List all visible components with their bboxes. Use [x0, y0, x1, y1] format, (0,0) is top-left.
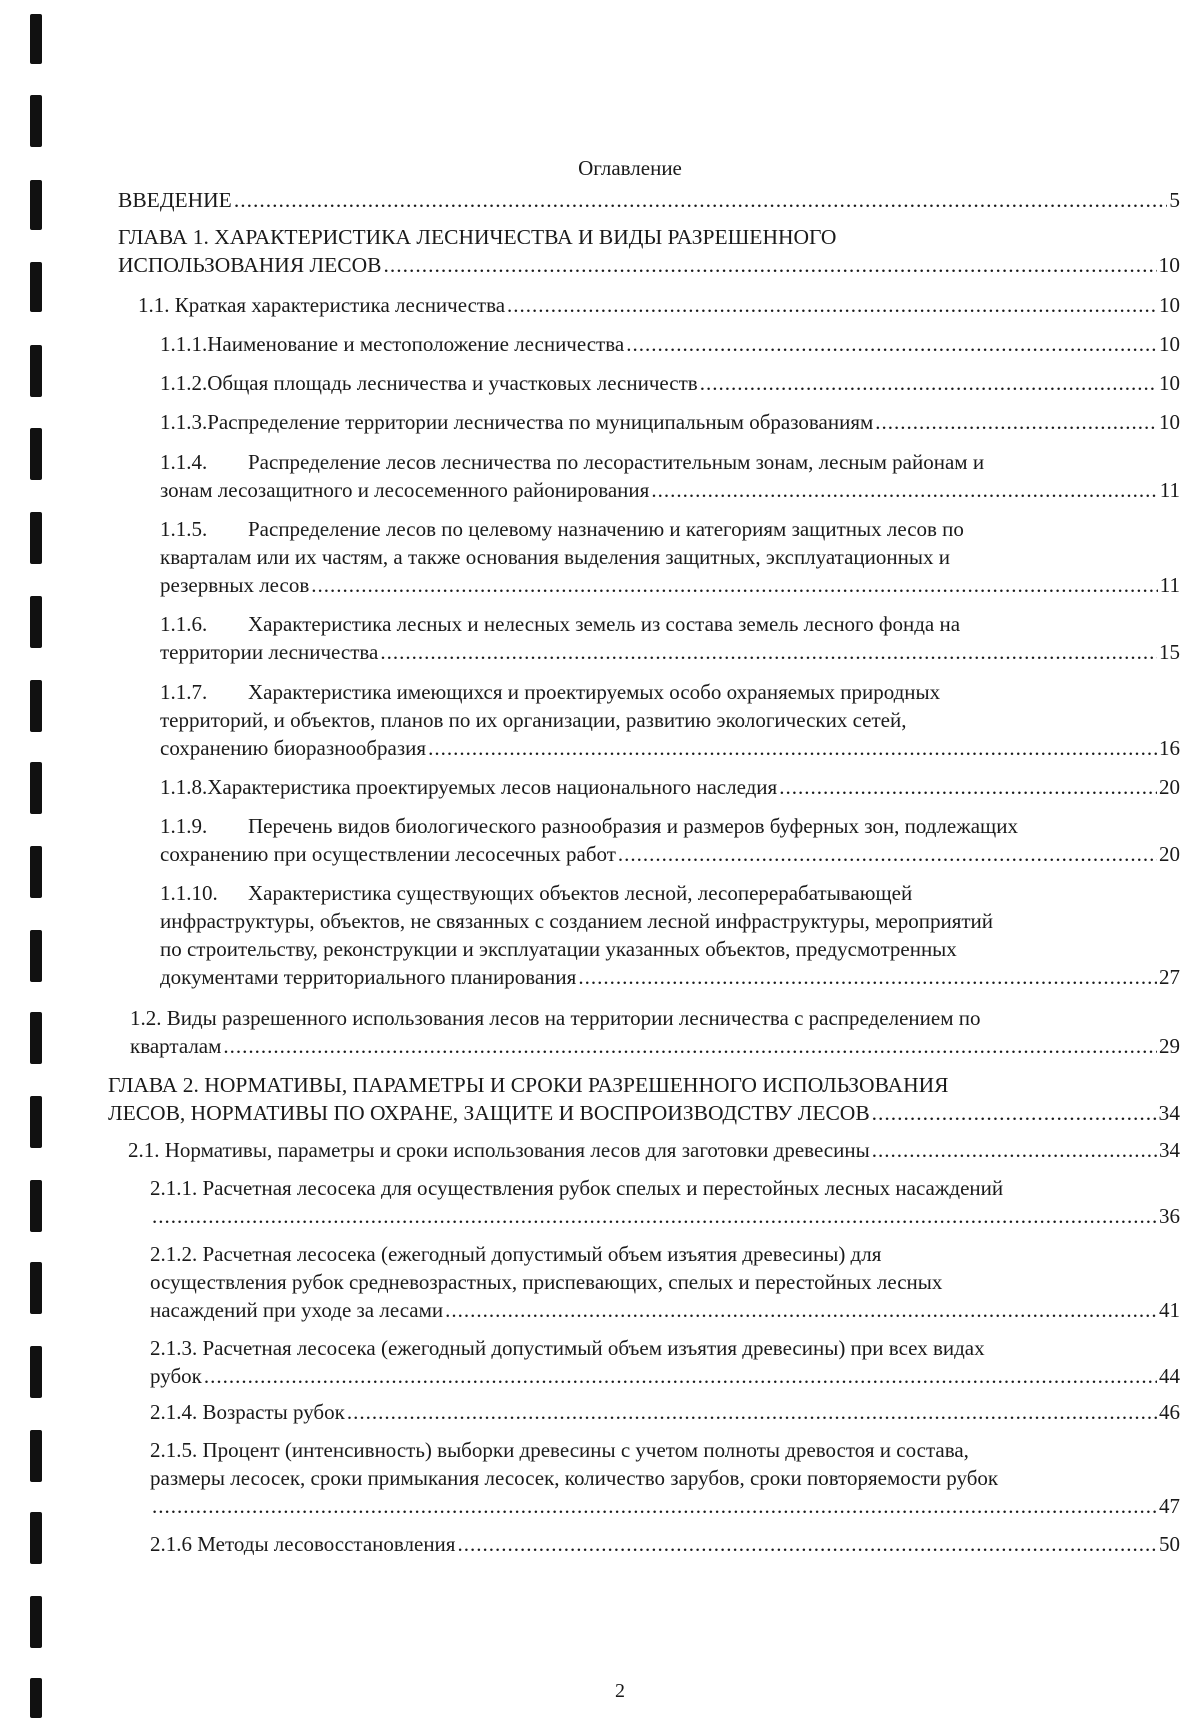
toc-entry-title: ИСПОЛЬЗОВАНИЯ ЛЕСОВ	[118, 253, 382, 277]
toc-entry-number: 1.1.3.	[160, 410, 208, 434]
toc-entry-title: Общая площадь лесничества и участковых лесничеств	[207, 371, 698, 395]
toc-entry-title: по строительству, реконструкции и эксплуатации указанных объектов, предусмотренных	[160, 937, 957, 961]
toc-entry-number: 1.1.10.	[160, 881, 218, 905]
toc-entry-title: Распределение лесов лесничества по лесорастительным зонам, лесным районам и	[248, 450, 985, 474]
page-title: Оглавление	[578, 156, 682, 180]
toc-entry-title: кварталам	[130, 1034, 222, 1058]
toc-entry[interactable]	[160, 773, 1180, 801]
toc-entry-title: 2.1.5. Процент (интенсивность) выборки древесины с учетом полноты древостоя и состава,	[150, 1438, 969, 1462]
toc-entry[interactable]	[160, 515, 1180, 599]
toc-entry-page: 29	[1159, 1034, 1180, 1058]
toc-entry-title: Распределение территории лесничества по муниципальным образованиям	[207, 410, 874, 434]
toc-entry-title: зонам лесозащитного и лесосеменного районирования	[160, 478, 650, 502]
toc-entry-page: 5	[1169, 188, 1180, 212]
toc-entry-title: 1.2. Виды разрешенного использования лесов на территории лесничества с распределением по	[130, 1006, 981, 1030]
toc-entry[interactable]	[150, 1530, 1180, 1558]
toc-entry-page: 44	[1159, 1364, 1180, 1388]
toc-entry-page: 11	[1159, 478, 1180, 502]
toc-entry[interactable]	[160, 879, 1180, 991]
toc-entry-title: 2.1.2. Расчетная лесосека (ежегодный допустимый объем изъятия древесины) для	[150, 1242, 882, 1266]
toc-entry[interactable]	[138, 291, 1180, 319]
toc-entry-page: 47	[1159, 1494, 1180, 1518]
toc-entry[interactable]	[150, 1240, 1180, 1324]
toc-entry-title: 1.1. Краткая характеристика лесничества	[138, 293, 506, 317]
toc-entry-page: 15	[1159, 640, 1180, 664]
toc-entry-page: 10	[1159, 332, 1180, 356]
toc-entry-page: 27	[1159, 965, 1180, 989]
toc-entry[interactable]	[160, 369, 1180, 397]
toc-entry[interactable]	[128, 1136, 1180, 1164]
toc-entry[interactable]	[160, 448, 1180, 504]
toc-entry[interactable]	[150, 1398, 1180, 1426]
toc-entry[interactable]	[150, 1334, 1180, 1390]
toc-entry-number: 1.1.2.	[160, 371, 208, 395]
toc-entry-title: ГЛАВА 2. НОРМАТИВЫ, ПАРАМЕТРЫ И СРОКИ РАЗРЕШЕННОГО ИСПОЛЬЗОВАНИЯ	[108, 1073, 949, 1097]
toc-entry[interactable]	[108, 1071, 1180, 1127]
toc-entry-title: ЛЕСОВ, НОРМАТИВЫ ПО ОХРАНЕ, ЗАЩИТЕ И ВОСПРОИЗВОДСТВУ ЛЕСОВ	[108, 1101, 870, 1125]
toc-entry-title: Распределение лесов по целевому назначению и категориям защитных лесов по	[248, 517, 964, 541]
binding-holes	[30, 0, 44, 1727]
toc-entry-title: осуществления рубок средневозрастных, приспевающих, спелых и перестойных лесных	[150, 1270, 943, 1294]
toc-entry-page: 41	[1159, 1298, 1180, 1322]
toc-entry-page: 50	[1159, 1532, 1180, 1556]
toc-entry-title: насаждений при уходе за лесами	[150, 1298, 444, 1322]
toc-entry-number: 1.1.7.	[160, 680, 208, 704]
toc-entry-page: 10	[1159, 410, 1180, 434]
toc-entry[interactable]	[118, 223, 1180, 279]
toc-entry[interactable]	[160, 678, 1180, 762]
toc-entry[interactable]	[150, 1436, 1180, 1520]
toc-entry-number: 1.1.1.	[160, 332, 208, 356]
toc-entry-page: 10	[1158, 253, 1180, 277]
toc-entry-title: территории лесничества	[160, 640, 379, 664]
toc-entry-page: 34	[1158, 1101, 1180, 1125]
toc-entry-number: 1.1.9.	[160, 814, 208, 838]
toc-entry-title: территорий, и объектов, планов по их организации, развитию экологических сетей,	[160, 708, 907, 732]
toc-entry-title: 2.1.4. Возрасты рубок	[150, 1400, 345, 1424]
toc-entry-page: 46	[1159, 1400, 1180, 1424]
toc-entry-number: 1.1.4.	[160, 450, 208, 474]
toc-entry-title: 2.1.3. Расчетная лесосека (ежегодный допустимый объем изъятия древесины) при всех видах	[150, 1336, 985, 1360]
toc-entry-page: 11	[1159, 573, 1180, 597]
toc-entry[interactable]	[160, 330, 1180, 358]
toc-entry[interactable]	[130, 1004, 1180, 1060]
toc-entry-title: кварталам или их частям, а также основания выделения защитных, эксплуатационных и	[160, 545, 950, 569]
toc-entry-title: документами территориального планирования	[160, 965, 577, 989]
toc-entry-page: 10	[1159, 293, 1180, 317]
toc-entry-title: Характеристика имеющихся и проектируемых особо охраняемых природных	[248, 680, 941, 704]
toc-entry-number: 1.1.8.	[160, 775, 208, 799]
toc-entry-page: 10	[1159, 371, 1180, 395]
toc-entry-page: 16	[1159, 736, 1180, 760]
toc-entry-number: 1.1.6.	[160, 612, 208, 636]
toc-entry-title: рубок	[150, 1364, 202, 1388]
toc-entry-title: Характеристика лесных и нелесных земель из состава земель лесного фонда на	[248, 612, 961, 636]
toc-entry-title: сохранению биоразнообразия	[160, 736, 427, 760]
toc-entry[interactable]	[118, 186, 1180, 214]
toc-entry-title: резервных лесов	[160, 573, 310, 597]
toc-entry[interactable]	[160, 610, 1180, 666]
toc-entry-title: Перечень видов биологического разнообразия и размеров буферных зон, подлежащих	[248, 814, 1018, 838]
toc-entry-title: размеры лесосек, сроки примыкания лесосек, количество зарубов, сроки повторяемости рубок	[150, 1466, 999, 1490]
toc-entry-page: 36	[1159, 1204, 1180, 1228]
toc-entry[interactable]	[150, 1174, 1180, 1230]
toc-entry-number: 1.1.5.	[160, 517, 208, 541]
toc-entry-title: ГЛАВА 1. ХАРАКТЕРИСТИКА ЛЕСНИЧЕСТВА И ВИДЫ РАЗРЕШЕННОГО	[118, 225, 837, 249]
toc-entry-title: 2.1.1. Расчетная лесосека для осуществления рубок спелых и перестойных лесных насаждений	[150, 1176, 1004, 1200]
toc-entry-title: 2.1. Нормативы, параметры и сроки использования лесов для заготовки древесины	[128, 1138, 870, 1162]
toc-entry-page: 20	[1159, 842, 1180, 866]
toc-entry-title: Характеристика существующих объектов лесной, лесоперерабатывающей	[248, 881, 913, 905]
toc-entry[interactable]	[160, 408, 1180, 436]
toc-entry-page: 20	[1159, 775, 1180, 799]
toc-entry-title: Наименование и местоположение лесничества	[207, 332, 625, 356]
page-number: 2	[615, 1680, 625, 1702]
toc-entry[interactable]	[160, 812, 1180, 868]
toc-entry-title: сохранению при осуществлении лесосечных работ	[160, 842, 616, 866]
toc-entry-title: Характеристика проектируемых лесов национального наследия	[207, 775, 778, 799]
toc-entry-title: инфраструктуры, объектов, не связанных с созданием лесной инфраструктуры, мероприятий	[160, 909, 994, 933]
toc-entry-page: 34	[1159, 1138, 1180, 1162]
toc-entry-title: ВВЕДЕНИЕ	[118, 188, 232, 212]
toc-entry-title: 2.1.6 Методы лесовосстановления	[150, 1532, 456, 1556]
